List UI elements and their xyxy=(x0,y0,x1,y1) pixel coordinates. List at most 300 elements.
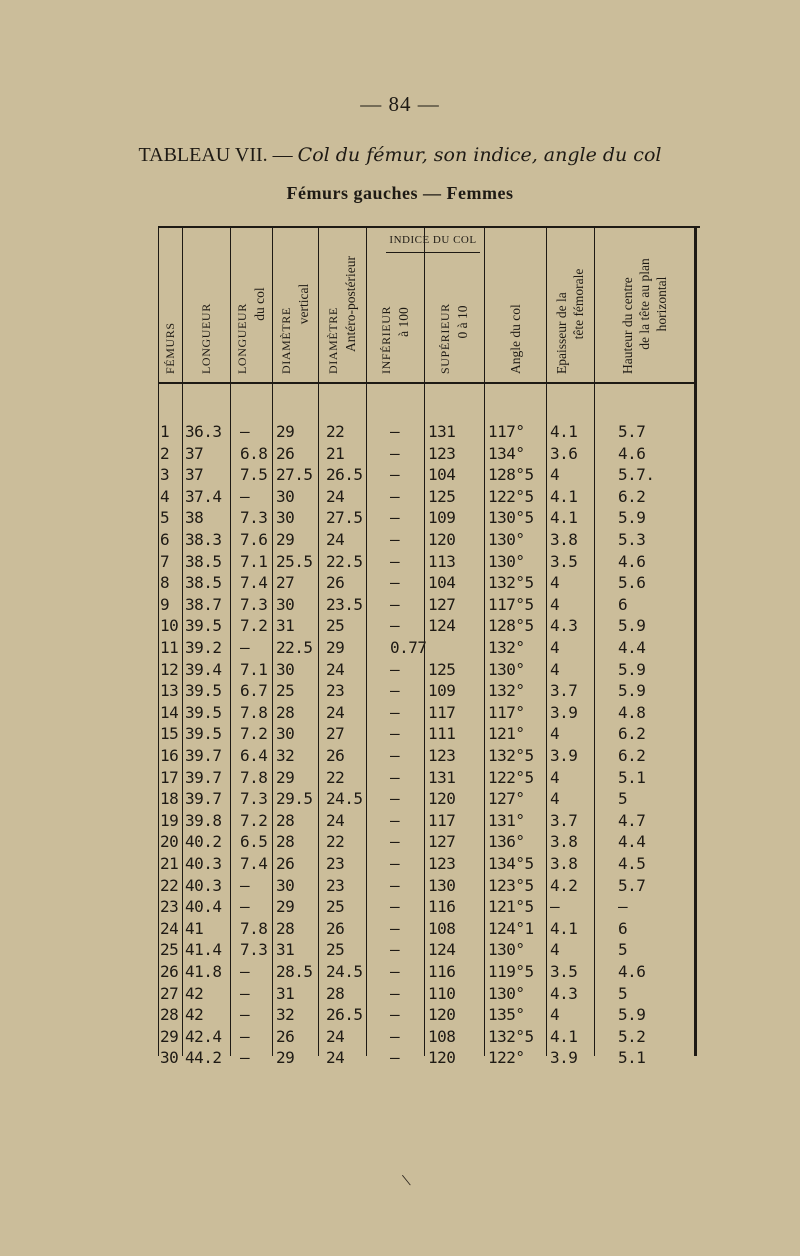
cell-hauteur-centre: 5.9 xyxy=(618,659,646,679)
cell-epaisseur-tete: 4.1 xyxy=(550,486,578,506)
cell-diametre-vertical: 26 xyxy=(276,443,295,463)
cell-longueur-col: 7.3 xyxy=(240,789,268,809)
cell-femur-number: 13 xyxy=(160,681,179,701)
cell-hauteur-centre: 4.6 xyxy=(618,962,646,981)
cell-diametre-antero-posterieur: 24 xyxy=(326,486,345,506)
table-row xyxy=(158,443,700,464)
cell-epaisseur-tete: 4 xyxy=(550,1005,560,1025)
cell-femur-number: 22 xyxy=(160,875,179,895)
header-hauteur-line: de la tête au plan xyxy=(636,258,652,350)
cell-epaisseur-tete: 4 xyxy=(550,638,560,657)
cell-hauteur-centre: 5 xyxy=(618,789,628,809)
cell-angle-col: 122°5 xyxy=(488,486,534,506)
cell-hauteur-centre: 4.4 xyxy=(618,638,646,657)
cell-longueur-col: 7.3 xyxy=(240,594,268,614)
header-inferieur-line: à 100 xyxy=(396,307,411,337)
cell-femur-number: 15 xyxy=(160,724,179,744)
cell-angle-col: 121° xyxy=(488,724,525,744)
cell-epaisseur-tete: 4 xyxy=(550,573,560,593)
cell-indice-superieur: 120 xyxy=(428,530,456,549)
cell-diametre-antero-posterieur: 22.5 xyxy=(326,551,363,571)
cell-indice-inferieur: — xyxy=(390,1005,400,1025)
table-row xyxy=(158,551,700,572)
page-number: — 84 — xyxy=(360,92,440,116)
cell-angle-col: 119°5 xyxy=(488,962,534,981)
cell-diametre-antero-posterieur: 24 xyxy=(326,702,345,722)
cell-longueur-col: 7.1 xyxy=(240,659,268,679)
cell-femur-number: 4 xyxy=(160,486,170,506)
cell-indice-superieur: 116 xyxy=(428,962,456,981)
cell-longueur: 38.5 xyxy=(185,551,222,571)
cell-angle-col: 117°5 xyxy=(488,594,534,614)
table-row xyxy=(158,939,700,960)
cell-indice-superieur: 110 xyxy=(428,983,456,1003)
cell-indice-inferieur: — xyxy=(390,832,400,852)
cell-femur-number: 5 xyxy=(160,508,170,528)
cell-epaisseur-tete: 4.2 xyxy=(550,875,578,895)
cell-diametre-antero-posterieur: 23.5 xyxy=(326,594,363,614)
cell-diametre-vertical: 31 xyxy=(276,616,295,636)
cell-diametre-vertical: 26 xyxy=(276,854,295,873)
cell-diametre-antero-posterieur: 24.5 xyxy=(326,789,363,809)
cell-angle-col: 122° xyxy=(488,1048,525,1068)
header-longueur-col-line: du col xyxy=(252,287,267,321)
cell-femur-number: 10 xyxy=(160,616,179,636)
cell-indice-inferieur: — xyxy=(390,962,400,981)
cell-hauteur-centre: 5.2 xyxy=(618,1026,646,1046)
table-row xyxy=(158,745,700,766)
table-row xyxy=(158,464,700,485)
table-row xyxy=(158,594,700,615)
cell-diametre-vertical: 30 xyxy=(276,659,295,679)
cell-hauteur-centre: 4.6 xyxy=(618,443,646,463)
cell-diametre-vertical: 29 xyxy=(276,530,295,549)
cell-longueur-col: 7.5 xyxy=(240,465,268,485)
cell-longueur-col: — xyxy=(240,638,250,657)
cell-diametre-antero-posterieur: 23 xyxy=(326,875,345,895)
cell-hauteur-centre: 5.9 xyxy=(618,616,646,636)
cell-angle-col: 135° xyxy=(488,1005,525,1025)
cell-femur-number: 23 xyxy=(160,897,179,917)
cell-angle-col: 131° xyxy=(488,810,525,830)
cell-diametre-vertical: 28 xyxy=(276,918,295,938)
cell-longueur-col: 7.4 xyxy=(240,573,268,593)
header-femurs-line: FÉMURS xyxy=(162,322,177,374)
cell-diametre-vertical: 28.5 xyxy=(276,962,313,981)
table-row xyxy=(158,1004,700,1025)
cell-indice-inferieur: — xyxy=(390,530,400,549)
cell-epaisseur-tete: 3.7 xyxy=(550,681,578,701)
cell-diametre-vertical: 31 xyxy=(276,940,295,960)
cell-longueur: 41.4 xyxy=(185,940,222,960)
cell-epaisseur-tete: 4.3 xyxy=(550,616,578,636)
cell-indice-superieur: 113 xyxy=(428,551,456,571)
cell-femur-number: 7 xyxy=(160,551,170,571)
cell-indice-inferieur: — xyxy=(390,854,400,873)
cell-indice-superieur: 131 xyxy=(428,422,456,441)
cell-hauteur-centre: 4.7 xyxy=(618,810,646,830)
cell-diametre-vertical: 29 xyxy=(276,767,295,787)
cell-longueur-col: 7.1 xyxy=(240,551,268,571)
cell-femur-number: 12 xyxy=(160,659,179,679)
cell-indice-superieur: 131 xyxy=(428,767,456,787)
cell-longueur-col: 7.2 xyxy=(240,616,268,636)
cell-diametre-antero-posterieur: 26 xyxy=(326,746,345,765)
cell-hauteur-centre: 6.2 xyxy=(618,746,646,765)
cell-epaisseur-tete: 4 xyxy=(550,789,560,809)
cell-longueur: 39.7 xyxy=(185,746,222,765)
cell-hauteur-centre: 4.5 xyxy=(618,854,646,873)
cell-femur-number: 29 xyxy=(160,1026,179,1046)
cell-hauteur-centre: 5 xyxy=(618,983,628,1003)
cell-diametre-vertical: 30 xyxy=(276,486,295,506)
cell-indice-superieur: 124 xyxy=(428,940,456,960)
cell-longueur: 40.3 xyxy=(185,875,222,895)
cell-diametre-antero-posterieur: 28 xyxy=(326,983,345,1003)
cell-indice-superieur: 111 xyxy=(428,724,456,744)
cell-indice-inferieur: 0.77 xyxy=(390,638,427,657)
cell-epaisseur-tete: 4.1 xyxy=(550,918,578,938)
cell-angle-col: 121°5 xyxy=(488,897,534,917)
cell-angle-col: 124°1 xyxy=(488,918,534,938)
cell-angle-col: 130°5 xyxy=(488,508,534,528)
cell-indice-superieur: 109 xyxy=(428,681,456,701)
header-hauteur-line: Hauteur du centre xyxy=(619,277,635,374)
cell-longueur: 39.5 xyxy=(185,681,222,701)
cell-longueur-col: 7.2 xyxy=(240,810,268,830)
cell-indice-inferieur: — xyxy=(390,659,400,679)
cell-longueur-col: — xyxy=(240,962,250,981)
cell-indice-superieur: 127 xyxy=(428,832,456,852)
cell-indice-inferieur: — xyxy=(390,551,400,571)
cell-indice-superieur: 130 xyxy=(428,875,456,895)
header-inferieur-line: INFÉRIEUR xyxy=(379,305,393,374)
cell-longueur: 39.2 xyxy=(185,638,222,657)
cell-femur-number: 19 xyxy=(160,810,179,830)
cell-angle-col: 128°5 xyxy=(488,465,534,485)
table-row xyxy=(158,983,700,1004)
cell-femur-number: 28 xyxy=(160,1005,179,1025)
table-row xyxy=(158,853,700,874)
cell-longueur-col: 7.3 xyxy=(240,508,268,528)
cell-diametre-antero-posterieur: 25 xyxy=(326,616,345,636)
cell-hauteur-centre: 5.1 xyxy=(618,1048,646,1068)
cell-indice-superieur: 120 xyxy=(428,1005,456,1025)
header-superieur-line: SUPÉRIEUR xyxy=(438,303,452,374)
cell-diametre-antero-posterieur: 26.5 xyxy=(326,465,363,485)
cell-hauteur-centre: 4.8 xyxy=(618,702,646,722)
cell-hauteur-centre: 5.9 xyxy=(618,508,646,528)
table-row xyxy=(158,831,700,852)
cell-longueur-col: 6.5 xyxy=(240,832,268,852)
header-epaisseur-line: tête fémorale xyxy=(571,268,586,340)
cell-longueur: 42.4 xyxy=(185,1026,222,1046)
cell-indice-inferieur: — xyxy=(390,594,400,614)
cell-angle-col: 122°5 xyxy=(488,767,534,787)
cell-indice-superieur: 123 xyxy=(428,746,456,765)
cell-indice-superieur: 117 xyxy=(428,810,456,830)
table-row xyxy=(158,918,700,939)
cell-longueur-col: 7.6 xyxy=(240,530,268,549)
header-diametre-vertical-line: DIAMÈTRE xyxy=(279,307,293,374)
cell-indice-superieur: 109 xyxy=(428,508,456,528)
cell-femur-number: 18 xyxy=(160,789,179,809)
cell-longueur: 36.3 xyxy=(185,422,222,441)
cell-epaisseur-tete: 3.8 xyxy=(550,832,578,852)
cell-angle-col: 128°5 xyxy=(488,616,534,636)
cell-epaisseur-tete: 4.1 xyxy=(550,422,578,441)
cell-angle-col: 117° xyxy=(488,422,525,441)
cell-indice-inferieur: — xyxy=(390,746,400,765)
cell-femur-number: 1 xyxy=(160,422,170,441)
header-longueur-line: LONGUEUR xyxy=(198,303,213,374)
cell-diametre-vertical: 27.5 xyxy=(276,465,313,485)
table-row xyxy=(158,659,700,680)
cell-indice-superieur: 125 xyxy=(428,659,456,679)
cell-hauteur-centre: 5 xyxy=(618,940,628,960)
cell-longueur-col: — xyxy=(240,983,250,1003)
cell-epaisseur-tete: 4 xyxy=(550,940,560,960)
table-row xyxy=(158,680,700,701)
cell-diametre-antero-posterieur: 27.5 xyxy=(326,508,363,528)
cell-hauteur-centre: 5.7 xyxy=(618,422,646,441)
table-row xyxy=(158,637,700,658)
table-row xyxy=(158,896,700,917)
header-rule xyxy=(158,382,694,384)
cell-diametre-vertical: 29 xyxy=(276,1048,295,1068)
cell-hauteur-centre: 4.6 xyxy=(618,551,646,571)
cell-angle-col: 134° xyxy=(488,443,525,463)
cell-longueur: 38.5 xyxy=(185,573,222,593)
cell-angle-col: 132°5 xyxy=(488,573,534,593)
cell-epaisseur-tete: 4.1 xyxy=(550,508,578,528)
cell-hauteur-centre: 6 xyxy=(618,594,628,614)
cell-diametre-antero-posterieur: 24.5 xyxy=(326,962,363,981)
cell-longueur: 37.4 xyxy=(185,486,222,506)
cell-diametre-antero-posterieur: 24 xyxy=(326,1048,345,1068)
cell-longueur: 39.7 xyxy=(185,767,222,787)
table-row xyxy=(158,1026,700,1047)
table-row xyxy=(158,615,700,636)
cell-indice-superieur: 125 xyxy=(428,486,456,506)
cell-diametre-antero-posterieur: 27 xyxy=(326,724,345,744)
cell-indice-inferieur: — xyxy=(390,789,400,809)
cell-hauteur-centre: 4.4 xyxy=(618,832,646,852)
table-row xyxy=(158,421,700,442)
header-hauteur-line: horizontal xyxy=(653,276,669,332)
header-angle-line: Angle du col xyxy=(507,304,523,374)
cell-hauteur-centre: — xyxy=(618,897,628,917)
cell-angle-col: 130° xyxy=(488,940,525,960)
cell-hauteur-centre: 5.1 xyxy=(618,767,646,787)
cell-indice-inferieur: — xyxy=(390,681,400,701)
table-row xyxy=(158,702,700,723)
cell-diametre-antero-posterieur: 24 xyxy=(326,1026,345,1046)
cell-indice-superieur: 123 xyxy=(428,443,456,463)
cell-angle-col: 117° xyxy=(488,702,525,722)
cell-diametre-vertical: 31 xyxy=(276,983,295,1003)
cell-femur-number: 26 xyxy=(160,962,179,981)
cell-indice-superieur: 120 xyxy=(428,1048,456,1068)
indice-group-label: INDICE DU COL xyxy=(389,234,477,246)
cell-longueur-col: 7.8 xyxy=(240,918,268,938)
cell-indice-inferieur: — xyxy=(390,702,400,722)
cell-diametre-antero-posterieur: 21 xyxy=(326,443,345,463)
cell-longueur: 39.5 xyxy=(185,724,222,744)
cell-angle-col: 132°5 xyxy=(488,746,534,765)
cell-diametre-vertical: 26 xyxy=(276,1026,295,1046)
cell-longueur-col: — xyxy=(240,486,250,506)
cell-epaisseur-tete: 3.5 xyxy=(550,551,578,571)
cell-longueur-col: 7.8 xyxy=(240,702,268,722)
cell-femur-number: 27 xyxy=(160,983,179,1003)
cell-longueur: 42 xyxy=(185,1005,204,1025)
cell-diametre-antero-posterieur: 24 xyxy=(326,810,345,830)
cell-longueur: 37 xyxy=(185,465,204,485)
cell-longueur-col: 6.4 xyxy=(240,746,268,765)
cell-longueur: 38.3 xyxy=(185,530,222,549)
cell-longueur-col: 6.8 xyxy=(240,443,268,463)
cell-longueur: 44.2 xyxy=(185,1048,222,1068)
cell-diametre-vertical: 22.5 xyxy=(276,638,313,657)
cell-longueur-col: — xyxy=(240,875,250,895)
cell-indice-inferieur: — xyxy=(390,940,400,960)
cell-diametre-antero-posterieur: 22 xyxy=(326,767,345,787)
cell-diametre-vertical: 30 xyxy=(276,875,295,895)
table-title-prefix: TABLEAU VII. — xyxy=(138,144,298,166)
cell-epaisseur-tete: 3.9 xyxy=(550,1048,578,1068)
cell-angle-col: 136° xyxy=(488,832,525,852)
table-row xyxy=(158,810,700,831)
table-row xyxy=(158,767,700,788)
cell-hauteur-centre: 5.9 xyxy=(618,1005,646,1025)
cell-epaisseur-tete: 3.9 xyxy=(550,746,578,765)
header-diametre-antero-posterieur-line: Antéro-postérieur xyxy=(343,256,358,352)
cell-diametre-antero-posterieur: 22 xyxy=(326,832,345,852)
header-diametre-antero-posterieur-line: DIAMÈTRE xyxy=(326,307,340,374)
cell-diametre-vertical: 32 xyxy=(276,1005,295,1025)
cell-angle-col: 132° xyxy=(488,638,525,657)
cell-diametre-vertical: 28 xyxy=(276,702,295,722)
cell-angle-col: 134°5 xyxy=(488,854,534,873)
cell-longueur: 39.5 xyxy=(185,702,222,722)
cell-diametre-antero-posterieur: 26.5 xyxy=(326,1005,363,1025)
cell-diametre-antero-posterieur: 26 xyxy=(326,918,345,938)
cell-diametre-vertical: 29 xyxy=(276,422,295,441)
cell-longueur: 38.7 xyxy=(185,594,222,614)
header-diametre-vertical-line: vertical xyxy=(296,283,311,325)
header-hauteur xyxy=(572,234,716,378)
cell-diametre-vertical: 25 xyxy=(276,681,295,701)
cell-longueur-col: 7.4 xyxy=(240,854,268,873)
cell-longueur-col: — xyxy=(240,897,250,917)
cell-diametre-antero-posterieur: 22 xyxy=(326,422,345,441)
cell-femur-number: 9 xyxy=(160,594,170,614)
cell-longueur-col: 7.2 xyxy=(240,724,268,744)
cell-hauteur-centre: 6 xyxy=(618,918,628,938)
cell-epaisseur-tete: 4 xyxy=(550,659,560,679)
cell-diametre-antero-posterieur: 24 xyxy=(326,659,345,679)
table-title xyxy=(0,144,800,167)
cell-epaisseur-tete: 4.3 xyxy=(550,983,578,1003)
cell-indice-superieur: 104 xyxy=(428,465,456,485)
cell-indice-inferieur: — xyxy=(390,443,400,463)
cell-femur-number: 8 xyxy=(160,573,170,593)
cell-epaisseur-tete: 4.1 xyxy=(550,1026,578,1046)
cell-longueur-col: 6.7 xyxy=(240,681,268,701)
cell-longueur: 42 xyxy=(185,983,204,1003)
table-row xyxy=(158,572,700,593)
cell-angle-col: 130° xyxy=(488,983,525,1003)
cell-femur-number: 3 xyxy=(160,465,170,485)
cell-indice-inferieur: — xyxy=(390,422,400,441)
cell-femur-number: 21 xyxy=(160,854,179,873)
cell-indice-inferieur: — xyxy=(390,1026,400,1046)
cell-epaisseur-tete: 4 xyxy=(550,767,560,787)
cell-indice-superieur: 127 xyxy=(428,594,456,614)
cell-diametre-vertical: 30 xyxy=(276,594,295,614)
cell-indice-inferieur: — xyxy=(390,983,400,1003)
table-row xyxy=(158,507,700,528)
cell-hauteur-centre: 5.6 xyxy=(618,573,646,593)
cell-epaisseur-tete: — xyxy=(550,897,560,917)
cell-longueur: 39.5 xyxy=(185,616,222,636)
cell-indice-inferieur: — xyxy=(390,724,400,744)
table-row xyxy=(158,529,700,550)
cell-diametre-antero-posterieur: 25 xyxy=(326,897,345,917)
cell-longueur: 39.8 xyxy=(185,810,222,830)
cell-indice-inferieur: — xyxy=(390,918,400,938)
cell-diametre-antero-posterieur: 25 xyxy=(326,940,345,960)
page-mark: \ xyxy=(400,1169,413,1191)
cell-longueur: 39.7 xyxy=(185,789,222,809)
cell-indice-inferieur: — xyxy=(390,486,400,506)
cell-femur-number: 25 xyxy=(160,940,179,960)
cell-diametre-antero-posterieur: 29 xyxy=(326,638,345,657)
cell-indice-inferieur: — xyxy=(390,875,400,895)
cell-indice-inferieur: — xyxy=(390,508,400,528)
cell-hauteur-centre: 6.2 xyxy=(618,486,646,506)
cell-indice-inferieur: — xyxy=(390,573,400,593)
cell-indice-superieur: 108 xyxy=(428,1026,456,1046)
cell-longueur: 41.8 xyxy=(185,962,222,981)
cell-hauteur-centre: 5.3 xyxy=(618,530,646,549)
cell-longueur: 40.4 xyxy=(185,897,222,917)
table-row xyxy=(158,723,700,744)
cell-diametre-vertical: 30 xyxy=(276,508,295,528)
cell-angle-col: 130° xyxy=(488,659,525,679)
cell-diametre-antero-posterieur: 23 xyxy=(326,854,345,873)
data-table xyxy=(158,226,700,1068)
cell-angle-col: 132°5 xyxy=(488,1026,534,1046)
cell-indice-inferieur: — xyxy=(390,465,400,485)
table-row xyxy=(158,875,700,896)
cell-indice-superieur: 120 xyxy=(428,789,456,809)
cell-femur-number: 30 xyxy=(160,1048,179,1068)
cell-diametre-antero-posterieur: 26 xyxy=(326,573,345,593)
cell-epaisseur-tete: 3.8 xyxy=(550,530,578,549)
cell-angle-col: 127° xyxy=(488,789,525,809)
cell-femur-number: 17 xyxy=(160,767,179,787)
cell-indice-superieur: 116 xyxy=(428,897,456,917)
header-longueur-col-line: LONGUEUR xyxy=(235,303,249,374)
table-row xyxy=(158,1047,700,1068)
cell-diametre-vertical: 28 xyxy=(276,832,295,852)
cell-diametre-vertical: 29 xyxy=(276,897,295,917)
cell-indice-superieur: 104 xyxy=(428,573,456,593)
cell-indice-superieur: 123 xyxy=(428,854,456,873)
cell-angle-col: 132° xyxy=(488,681,525,701)
